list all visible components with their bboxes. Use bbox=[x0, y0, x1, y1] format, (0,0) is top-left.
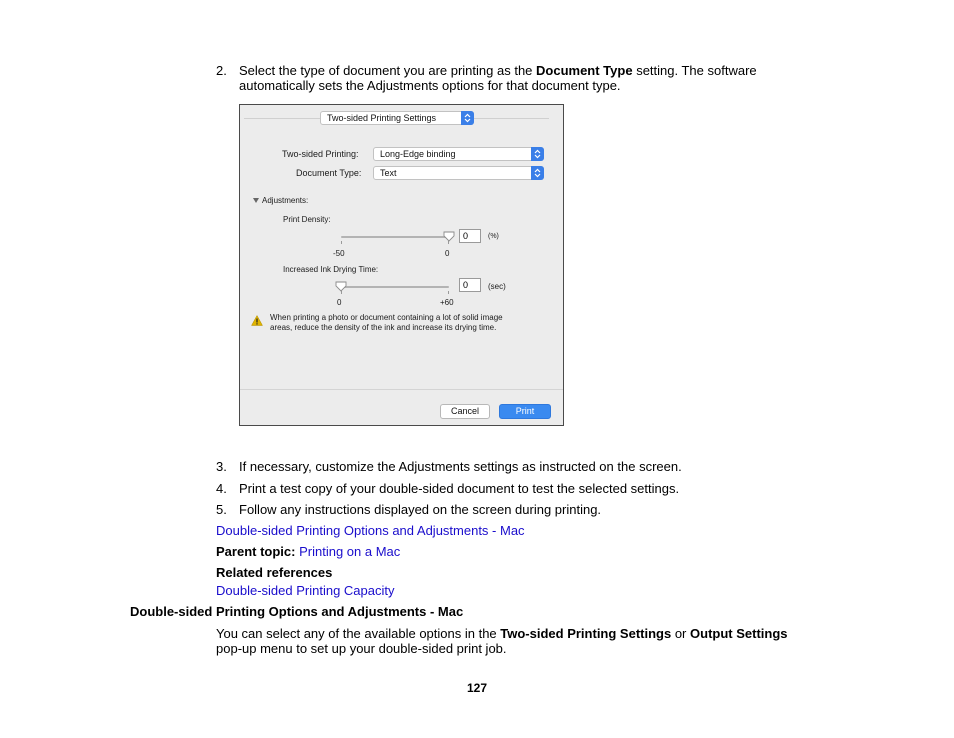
section-paragraph-mid: or bbox=[671, 626, 691, 641]
drying-time-label: Increased Ink Drying Time: bbox=[283, 265, 379, 274]
step-5-number: 5. bbox=[216, 502, 227, 517]
related-references-heading: Related references bbox=[216, 565, 333, 580]
document-type-value: Text bbox=[380, 168, 397, 178]
drying-time-min: 0 bbox=[337, 298, 342, 307]
warning-text-line1: When printing a photo or document containing a lot of solid image bbox=[270, 313, 503, 322]
step-2-text-bold: Document Type bbox=[536, 63, 633, 78]
bottom-separator bbox=[240, 389, 563, 390]
warning-icon bbox=[251, 315, 263, 326]
section-paragraph-line2: pop-up menu to set up your double-sided print job. bbox=[216, 641, 507, 656]
print-density-max: 0 bbox=[445, 249, 450, 258]
step-2-text-line2: automatically sets the Adjustments options for that document type. bbox=[239, 78, 621, 93]
print-density-slider[interactable] bbox=[341, 233, 449, 247]
section-paragraph-pre: You can select any of the available options in the bbox=[216, 626, 501, 641]
print-density-min: -50 bbox=[333, 249, 345, 258]
section-paragraph-bold1: Two-sided Printing Settings bbox=[500, 626, 672, 641]
disclosure-triangle-icon[interactable] bbox=[253, 198, 259, 203]
drying-time-input[interactable]: 0 bbox=[459, 278, 481, 292]
drying-time-tick-max bbox=[448, 291, 449, 294]
step-3-number: 3. bbox=[216, 459, 227, 474]
options-link[interactable]: Double-sided Printing Options and Adjustments - Mac bbox=[216, 523, 525, 538]
print-density-track bbox=[341, 236, 449, 238]
document-type-stepper-icon bbox=[531, 166, 544, 180]
step-4-text: Print a test copy of your double-sided document to test the selected settings. bbox=[239, 481, 680, 496]
step-3-text: If necessary, customize the Adjustments settings as instructed on the screen. bbox=[239, 459, 682, 474]
warning-text-line2: areas, reduce the density of the ink and increase its drying time. bbox=[270, 323, 497, 332]
capacity-link[interactable]: Double-sided Printing Capacity bbox=[216, 583, 395, 598]
document-type-label: Document Type: bbox=[296, 168, 362, 178]
print-density-input[interactable]: 0 bbox=[459, 229, 481, 243]
two-sided-stepper-icon bbox=[531, 147, 544, 161]
two-sided-value: Long-Edge binding bbox=[380, 149, 456, 159]
step-2-number: 2. bbox=[216, 63, 227, 78]
print-density-thumb-icon[interactable] bbox=[443, 231, 455, 242]
step-2-text bbox=[239, 63, 757, 78]
print-density-tick-min bbox=[341, 241, 342, 244]
drying-time-thumb-icon[interactable] bbox=[335, 281, 347, 292]
print-button[interactable]: Print bbox=[499, 404, 551, 419]
drying-time-max: +60 bbox=[440, 298, 454, 307]
document-type-select[interactable] bbox=[373, 166, 544, 180]
drying-time-slider[interactable] bbox=[341, 283, 449, 297]
section-paragraph-bold2: Output Settings bbox=[690, 626, 788, 641]
settings-popup[interactable] bbox=[320, 111, 474, 125]
step-4-number: 4. bbox=[216, 481, 227, 496]
adjustments-label: Adjustments: bbox=[262, 196, 309, 205]
print-density-label: Print Density: bbox=[283, 215, 331, 224]
section-heading: Double-sided Printing Options and Adjustments - Mac bbox=[130, 604, 464, 619]
parent-topic bbox=[216, 544, 400, 559]
drying-time-track bbox=[341, 286, 449, 288]
popup-stepper-icon bbox=[461, 111, 474, 125]
step-5-text: Follow any instructions displayed on the screen during printing. bbox=[239, 502, 602, 517]
step-2-text-post: setting. The software bbox=[632, 63, 757, 78]
drying-time-unit: (sec) bbox=[488, 282, 506, 291]
parent-topic-link[interactable]: Printing on a Mac bbox=[299, 544, 401, 559]
print-density-unit: (%) bbox=[488, 233, 499, 240]
step-2-text-pre: Select the type of document you are printing as the bbox=[239, 63, 537, 78]
cancel-button[interactable]: Cancel bbox=[440, 404, 490, 419]
page-number: 127 bbox=[467, 681, 488, 695]
two-sided-select[interactable] bbox=[373, 147, 544, 161]
print-dialog bbox=[239, 104, 564, 426]
section-paragraph bbox=[216, 626, 788, 641]
two-sided-label: Two-sided Printing: bbox=[282, 149, 359, 159]
parent-topic-label: Parent topic: bbox=[216, 544, 296, 559]
settings-popup-label: Two-sided Printing Settings bbox=[327, 113, 437, 123]
